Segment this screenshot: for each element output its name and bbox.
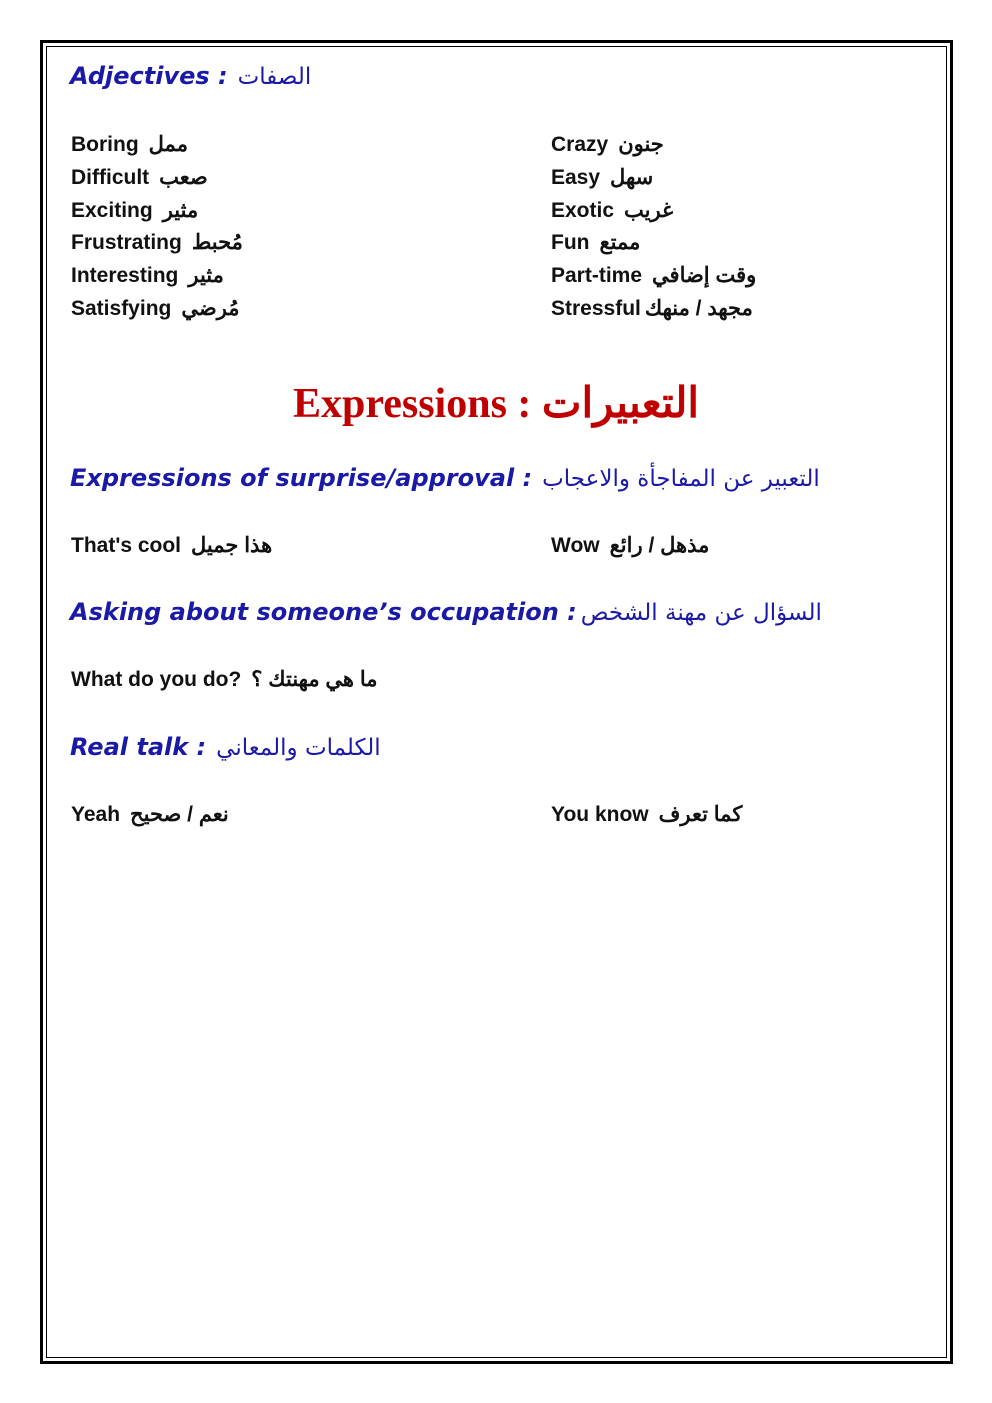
adjective-ar: مجهد / منهك	[644, 297, 753, 320]
expressions-title-ar: التعبيرات	[541, 381, 700, 427]
expression-ar: هذا جميل	[191, 534, 273, 557]
adjective-item	[551, 230, 640, 255]
adjective-en: Difficult	[71, 166, 150, 189]
real-talk-heading-en: Real talk :	[70, 733, 207, 761]
adjective-ar: مثير	[188, 264, 224, 287]
expression-en: You know	[551, 803, 649, 826]
surprise-heading-en: Expressions of surprise/approval :	[70, 464, 533, 492]
occupation-heading	[70, 598, 822, 626]
adjective-ar: جنون	[618, 133, 664, 156]
expression-item	[71, 802, 229, 827]
adjectives-heading	[70, 62, 311, 90]
adjective-en: Easy	[551, 166, 601, 189]
adjective-ar: مُرضي	[181, 297, 240, 320]
adjective-ar: وقت إضافي	[652, 264, 757, 287]
expression-ar: كما تعرف	[658, 803, 743, 826]
expression-en: Wow	[551, 534, 600, 557]
surprise-heading-ar: التعبير عن المفاجأة والاعجاب	[542, 466, 820, 492]
occupation-heading-ar: السؤال عن مهنة الشخص	[580, 600, 822, 626]
adjective-en: Crazy	[551, 133, 609, 156]
expression-item	[71, 667, 377, 692]
adjective-en: Stressful	[551, 297, 641, 320]
adjective-en: Frustrating	[71, 231, 182, 254]
expression-en: Yeah	[71, 803, 121, 826]
expression-item	[551, 533, 709, 558]
expression-en: That's cool	[71, 534, 182, 557]
occupation-heading-en: Asking about someone’s occupation :	[70, 598, 577, 626]
surprise-heading	[70, 464, 820, 492]
expressions-title	[0, 378, 992, 428]
real-talk-heading-ar: الكلمات والمعاني	[216, 735, 381, 761]
adjective-en: Interesting	[71, 264, 179, 287]
adjective-en: Exotic	[551, 199, 615, 222]
expression-en: What do you do?	[71, 668, 242, 691]
adjectives-heading-ar: الصفات	[237, 64, 312, 90]
adjective-ar: ممل	[148, 133, 188, 156]
adjective-item	[551, 165, 653, 190]
adjective-ar: مُحبط	[191, 231, 243, 254]
adjective-item	[71, 263, 224, 288]
adjective-item	[71, 296, 240, 321]
adjective-item	[71, 132, 188, 157]
adjective-item	[551, 296, 753, 321]
expression-item	[71, 533, 272, 558]
adjectives-heading-en: Adjectives :	[70, 62, 228, 90]
expression-ar: نعم / صحيح	[130, 803, 229, 826]
adjective-en: Part-time	[551, 264, 643, 287]
adjective-ar: مثير	[162, 199, 199, 222]
expression-item	[551, 802, 742, 827]
expression-ar: ما هي مهنتك ؟	[251, 668, 378, 691]
adjective-item	[71, 165, 208, 190]
adjective-en: Satisfying	[71, 297, 172, 320]
adjective-item	[71, 230, 243, 255]
adjective-item	[551, 263, 756, 288]
real-talk-heading	[70, 733, 381, 761]
adjective-en: Boring	[71, 133, 139, 156]
adjective-ar: صعب	[159, 166, 208, 189]
adjective-en: Fun	[551, 231, 590, 254]
adjective-item	[551, 132, 664, 157]
adjective-item	[71, 198, 198, 223]
adjective-ar: ممتع	[599, 231, 641, 254]
adjective-item	[551, 198, 673, 223]
adjective-en: Exciting	[71, 199, 153, 222]
adjective-ar: سهل	[610, 166, 654, 189]
adjective-ar: غريب	[624, 199, 674, 222]
expression-ar: مذهل / رائع	[609, 534, 710, 557]
expressions-title-en: Expressions :	[292, 381, 532, 427]
